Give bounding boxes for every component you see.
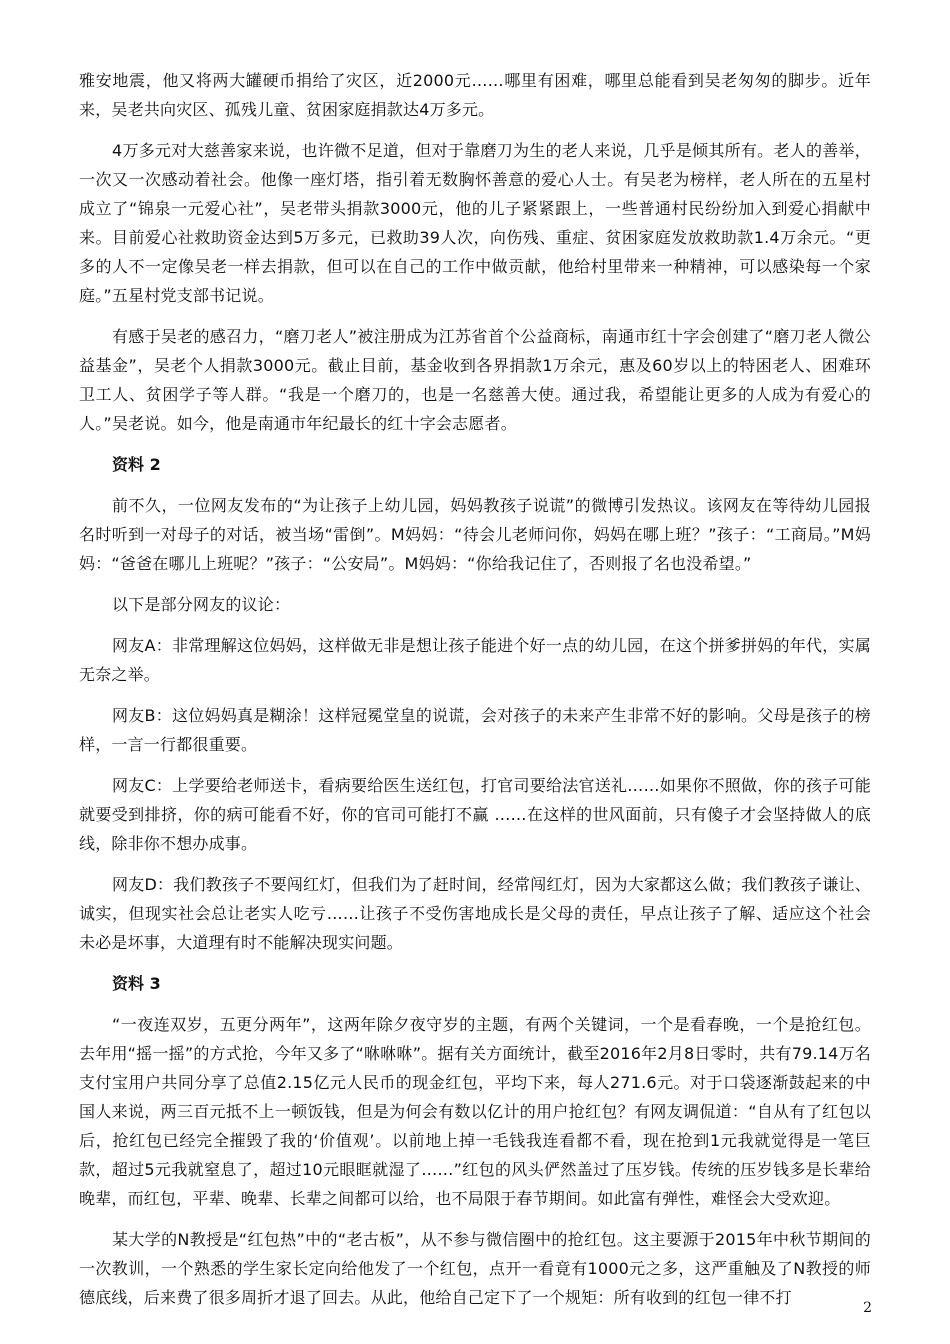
section-heading: 资料 2	[112, 455, 161, 474]
paragraph-continuation: 雅安地震，他又将两大罐硬币捐给了灾区，近2000元……哪里有困难，哪里总能看到吴老匆匆的脚步。近年来，吴老共向灾区、孤残儿童、贫困家庭捐款达4万多元。	[79, 71, 871, 119]
paragraph-body: 以下是部分网友的议论：	[112, 595, 291, 614]
paragraph-body: 某大学的N教授是“红包热”中的“老古板”，从不参与微信圈中的抢红包。这主要源于2015年中秋节期间的一次教训，一个熟悉的学生家长定向给他发了一个红包，点开一看竟有1000元之多，这严重触及了N教授的师德底线，后来费了很多周折才退了回去。从此，他给自己定下了一个规矩：所有收到的红包一律不打	[79, 1230, 871, 1307]
paragraph-comment: 网友B：这位妈妈真是糊涂！这样冠冕堂皇的说谎，会对孩子的未来产生非常不好的影响。父母是孩子的榜样，一言一行都很重要。	[79, 706, 871, 754]
page-number: 2	[863, 1300, 872, 1316]
paragraph-comment: 网友C：上学要给老师送卡，看病要给医生送红包，打官司要给法官送礼……如果你不照做，你的孩子可能就要受到排挤，你的病可能看不好，你的官司可能打不赢 ……在这样的世风面前，只有傻子才会坚持做人的底线，除非你不想办成事。	[79, 776, 871, 853]
paragraph-body: “一夜连双岁，五更分两年”，这两年除夕夜守岁的主题，有两个关键词，一个是看春晚，一个是抢红包。去年用“摇一摇”的方式抢，今年又多了“咻咻咻”。据有关方面统计，截至2016年2月8日零时，共有79.14万名支付宝用户共同分享了总值2.15亿元人民币的现金红包，平均下来，每人271.6元。对于口袋逐渐鼓起来的中国人来说，两三百元抵不上一顿饭钱，但是为何会有数以亿计的用户抢红包？有网友调侃道：“自从有了红包以后，抢红包已经完全摧毁了我的‘价值观’。以前地上掉一毛钱我连看都不看，现在抢到1元我就觉得是一笔巨款，超过5元我就窒息了，超过10元眼眶就湿了……”红包的风头俨然盖过了压岁钱。传统的压岁钱多是长辈给晚辈，而红包，平辈、晚辈、长辈之间都可以给，也不局限于春节期间。如此富有弹性，难怪会大受欢迎。	[79, 1015, 871, 1208]
paragraph-comment: 网友D：我们教孩子不要闯红灯，但我们为了赶时间，经常闯红灯，因为大家都这么做；我们教孩子谦让、诚实，但现实社会总让老实人吃亏……让孩子不受伤害地成长是父母的责任，早点让孩子了解、适应这个社会未必是坏事，大道理有时不能解决现实问题。	[79, 875, 871, 952]
paragraph-comment: 网友A：非常理解这位妈妈，这样做无非是想让孩子能进个好一点的幼儿园，在这个拼爹拼妈的年代，实属无奈之举。	[79, 636, 871, 684]
section-heading: 资料 3	[112, 974, 161, 993]
paragraph-body: 有感于吴老的感召力，“磨刀老人”被注册成为江苏省首个公益商标，南通市红十字会创建了“磨刀老人微公益基金”，吴老个人捐款3000元。截止目前，基金收到各界捐款1万余元，惠及60岁以上的特困老人、困难环卫工人、贫困学子等人群。“我是一个磨刀的，也是一名慈善大使。通过我，希望能让更多的人成为有爱心的人。”吴老说。如今，他是南通市年纪最长的红十字会志愿者。	[79, 327, 871, 433]
paragraph-body: 前不久，一位网友发布的“为让孩子上幼儿园，妈妈教孩子说谎”的微博引发热议。该网友在等待幼儿园报名时听到一对母子的对话，被当场“雷倒”。M妈妈：“待会儿老师问你，妈妈在哪上班？”孩子：“工商局。”M妈妈：“爸爸在哪儿上班呢？”孩子：“公安局”。M妈妈：“你给我记住了，否则报了名也没希望。”	[79, 496, 871, 573]
paragraph-body: 4万多元对大慈善家来说，也许微不足道，但对于靠磨刀为生的老人来说，几乎是倾其所有。老人的善举，一次又一次感动着社会。他像一座灯塔，指引着无数胸怀善意的爱心人士。有吴老为榜样，老人所在的五星村成立了“锦泉一元爱心社”，吴老带头捐款3000元，他的儿子紧紧跟上，一些普通村民纷纷加入到爱心捐献中来。目前爱心社救助资金达到5万多元，已救助39人次，向伤残、重症、贫困家庭发放救助款1.4万余元。“更多的人不一定像吴老一样去捐款，但可以在自己的工作中做贡献，他给村里带来一种精神，可以感染每一个家庭。”五星村党支部书记说。	[79, 141, 871, 305]
document-page	[79, 66, 871, 1324]
